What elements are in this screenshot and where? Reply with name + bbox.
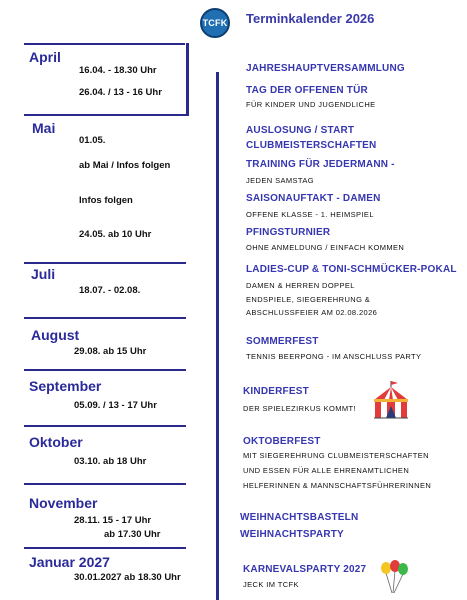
event-title: PFINGSTURNIER	[246, 227, 331, 238]
event-title: SAISONAUFTAKT - DAMEN	[246, 193, 381, 204]
event-subtitle: MIT SIEGEREHRUNG CLUBMEISTERSCHAFTEN	[243, 451, 429, 460]
balloons-icon	[378, 560, 410, 594]
logo-text: TCFK	[202, 18, 228, 28]
month-divider	[24, 262, 186, 264]
event-subtitle: JECK IM TCFK	[243, 580, 299, 589]
event-title: WEIHNACHTSBASTELN	[240, 512, 359, 523]
event-title: AUSLOSUNG / START	[246, 125, 355, 136]
month-divider	[24, 114, 189, 116]
event-date: 24.05. ab 10 Uhr	[79, 229, 152, 240]
month-label: September	[29, 378, 102, 394]
page-title: Terminkalender 2026	[246, 11, 375, 26]
event-date: 30.01.2027 ab 18.30 Uhr	[74, 572, 181, 583]
event-subtitle: JEDEN SAMSTAG	[246, 176, 314, 185]
event-title: LADIES-CUP & TONI-SCHMÜCKER-POKAL	[246, 264, 457, 275]
event-subtitle: UND ESSEN FÜR ALLE EHRENAMTLICHEN	[243, 466, 410, 475]
month-divider	[24, 317, 186, 319]
event-title: SOMMERFEST	[246, 336, 319, 347]
event-title: WEIHNACHTSPARTY	[240, 529, 344, 540]
event-title: CLUBMEISTERSCHAFTEN	[246, 140, 377, 151]
event-title: OKTOBERFEST	[243, 436, 321, 447]
event-subtitle: TENNIS BEERPONG - IM ANSCHLUSS PARTY	[246, 352, 422, 361]
circus-tent-icon	[372, 380, 410, 420]
timeline-main	[216, 72, 219, 600]
event-title: JAHRESHAUPTVERSAMMLUNG	[246, 63, 405, 74]
event-date: 16.04. - 18.30 Uhr	[79, 65, 157, 76]
month-divider	[24, 547, 186, 549]
event-subtitle: HELFERINNEN & MANNSCHAFTSFÜHRERINNEN	[243, 481, 432, 490]
event-date: 26.04. / 13 - 16 Uhr	[79, 87, 162, 98]
month-divider	[24, 483, 186, 485]
month-label: April	[29, 49, 61, 65]
event-title: KINDERFEST	[243, 386, 309, 397]
event-date: 29.08. ab 15 Uhr	[74, 346, 147, 357]
month-label: Oktober	[29, 434, 83, 450]
event-date: 03.10. ab 18 Uhr	[74, 456, 147, 467]
event-date: Infos folgen	[79, 195, 133, 206]
month-divider	[24, 369, 186, 371]
event-subtitle: FÜR KINDER UND JUGENDLICHE	[246, 100, 376, 109]
event-date: 18.07. - 02.08.	[79, 285, 141, 296]
month-label: Juli	[31, 266, 56, 282]
month-divider-top	[24, 43, 185, 45]
event-subtitle: DER SPIELEZIRKUS KOMMT!	[243, 404, 356, 413]
event-title: KARNEVALSPARTY 2027	[243, 564, 367, 575]
month-divider	[24, 425, 186, 427]
event-subtitle: OFFENE KLASSE - 1. HEIMSPIEL	[246, 210, 374, 219]
month-label: November	[29, 495, 98, 511]
event-subtitle: ENDSPIELE, SIEGEREHRUNG &	[246, 295, 371, 304]
month-label: Januar 2027	[29, 554, 110, 570]
event-date: ab Mai / Infos folgen	[79, 160, 171, 171]
month-label: Mai	[32, 120, 56, 136]
club-logo	[200, 8, 230, 38]
event-date: 28.11. 15 - 17 Uhr	[74, 515, 152, 526]
event-date: 05.09. / 13 - 17 Uhr	[74, 400, 157, 411]
event-title: TAG DER OFFENEN TÜR	[246, 85, 368, 96]
event-title: TRAINING FÜR JEDERMANN -	[246, 159, 395, 170]
event-subtitle: ABSCHLUSSFEIER AM 02.08.2026	[246, 308, 378, 317]
month-label: August	[31, 327, 80, 343]
event-subtitle: DAMEN & HERREN DOPPEL	[246, 281, 355, 290]
event-subtitle: OHNE ANMELDUNG / EINFACH KOMMEN	[246, 243, 405, 252]
event-date: ab 17.30 Uhr	[104, 529, 161, 540]
timeline-segment	[186, 43, 189, 115]
event-date: 01.05.	[79, 135, 106, 146]
